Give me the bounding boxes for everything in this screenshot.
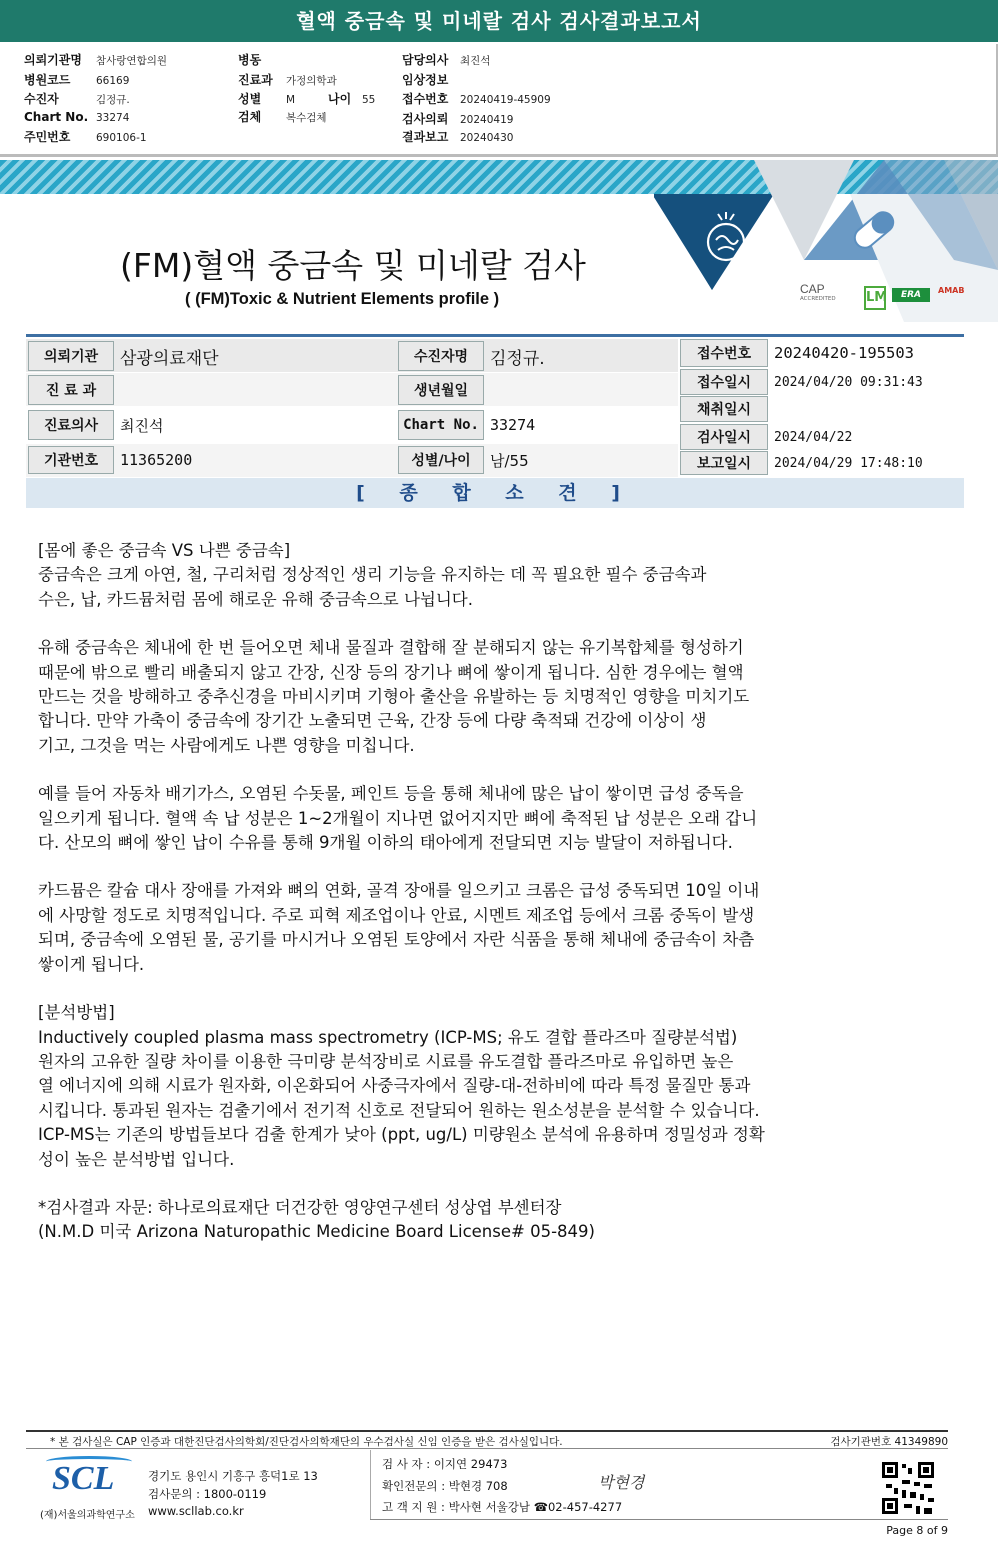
page-subtitle: ( (FM)Toxic & Nutrient Elements profile ) xyxy=(185,290,500,308)
lab-address: 경기도 용인시 기흥구 흥덕1로 13 xyxy=(148,1469,318,1483)
footer-separator xyxy=(370,1450,371,1520)
collect-label: 채취일시 xyxy=(680,396,768,422)
paragraph-heavy-metals-intro: [몸에 좋은 중금속 VS 나쁜 중금속] 중금속은 크게 아연, 철, 구리처럼 정상적인 생리 기능을 유지하는 데 꼭 필요한 필수 중금속과 수은, 납, 카드뮴처럼 몸에 해로운 유해 중금속으로 나뉩니다. xyxy=(38,541,707,609)
scl-logo-sub: (재)서울의과학연구소 xyxy=(40,1510,135,1521)
report-date-value: 2024/04/29 17:48:10 xyxy=(774,455,923,471)
summary-row: 검체 복수검체 xyxy=(238,110,327,124)
era-logo: ERA xyxy=(892,288,930,302)
info-table xyxy=(26,334,964,477)
sexage-label: 성별/나이 xyxy=(398,446,484,474)
signature: 박현경 xyxy=(598,1473,645,1492)
lab-website[interactable]: www.scllab.co.kr xyxy=(148,1504,244,1518)
summary-row: 성별 M 나이 55 xyxy=(238,92,376,106)
chart-label: Chart No. xyxy=(398,410,484,440)
opinion-header: [ 종 합 소 견 ] xyxy=(26,478,964,508)
footer-divider xyxy=(26,1448,948,1449)
paragraph-method: [분석방법] Inductively coupled plasma mass spectrometry (ICP-MS; 유도 결합 플라즈마 질량분석법) 원자의 고유한 질량 차이를 이용한 극미량 분석장비로 시료를 유도결합 플라즈마로 유입하면 높은 열 에너지에 의해 시료가 원자화, 이온화되어 사중극자에서 질량-대-전하비에 따라 특정 물질만 통과 시킵니다. 통과된 원자는 검출기에서 전기적 신호로 전달되어 원하는 원소성분을 분석할 수 있습니다. ICP-MS는 기존의 방법들보다 검출 한계가 낮아 (ppt, ug/L) 미량원소 분석에 유용하며 정밀성과 정확 성이 높은 분석방법 입니다. xyxy=(38,1003,765,1169)
examiner: 검 사 자 : 이지연 29473 xyxy=(382,1457,508,1471)
doctor-label: 진료의사 xyxy=(28,410,114,440)
receipt-no-label: 접수번호 xyxy=(680,339,768,367)
summary-row: 임상정보 xyxy=(402,73,449,87)
scl-logo-swoosh xyxy=(46,1456,132,1467)
requester-label: 의뢰기관 xyxy=(28,341,114,371)
report-date-label: 보고일시 xyxy=(680,451,768,475)
summary-row: 의뢰기관명 참사랑연합의원 xyxy=(24,53,168,67)
specialist: 확인전문의 : 박현경 708 xyxy=(382,1479,508,1493)
footer-rule xyxy=(26,1430,948,1432)
lm-logo: LM xyxy=(864,286,886,310)
dept-label: 진 료 과 xyxy=(28,375,114,405)
paragraph-cadmium-chromium: 카드뮴은 칼슘 대사 장애를 가져와 뼈의 연화, 골격 장애를 일으키고 크롬은 급성 중독되면 10일 이내 에 사망할 정도로 치명적입니다. 주로 피혁 제조업이나 안료, 시멘트 제조업 등에서 크롬 중독이 발생 되며, 중금속에 오염된 물, 공기를 마시거나 오염된 토양에서 자란 식품을 통해 체내에 중금속이 차츰 쌓이게 됩니다. xyxy=(38,881,760,974)
customer-support: 고 객 지 원 : 박사현 서울강남 ☎02-457-4277 xyxy=(382,1500,623,1514)
sexage-value: 남/55 xyxy=(490,451,529,470)
receipt-date-value: 2024/04/20 09:31:43 xyxy=(774,374,923,390)
dob-label: 생년월일 xyxy=(398,375,484,405)
test-date-label: 검사일시 xyxy=(680,424,768,450)
requester-value: 삼광의료재단 xyxy=(120,348,219,369)
doctor-value: 최진석 xyxy=(120,416,164,435)
lab-inquiry: 검사문의 : 1800-0119 xyxy=(148,1487,267,1501)
paragraph-lead: 예를 들어 자동차 배기가스, 오염된 수돗물, 페인트 등을 통해 체내에 많은 납이 쌓이면 급성 중독을 일으키게 됩니다. 혈액 속 납 성분은 1~2개월이 지나면 없어지지만 뼈에 축적된 납 성분은 오래 갑니 다. 산모의 뼈에 쌓인 납이 수유를 통해 9개월 이하의 태아에게 전달되면 지능 발달이 저하됩니다. xyxy=(38,784,758,853)
patient-summary xyxy=(0,44,998,157)
opinion-body xyxy=(38,539,898,1245)
org-no-label: 기관번호 xyxy=(28,446,114,474)
summary-row: 결과보고 20240430 xyxy=(402,130,514,144)
lab-org-number: 검사기관번호 41349890 xyxy=(830,1436,948,1448)
dept-value xyxy=(114,375,394,405)
summary-row: 접수번호 20240419-45909 xyxy=(402,92,551,106)
receipt-no-value: 20240420-195503 xyxy=(774,344,914,362)
summary-row: 병동 xyxy=(238,53,262,67)
amab-logo: AMAB xyxy=(938,286,965,295)
summary-row: 진료과 가정의학과 xyxy=(238,73,337,87)
certification-note: * 본 검사실은 CAP 인증과 대한진단검사의학회/진단검사의학재단의 우수검사실 신임 인증을 받은 검사실입니다. xyxy=(50,1436,563,1448)
patient-value: 김정규. xyxy=(490,348,545,369)
paragraph-advisory: *검사결과 자문: 하나로의료재단 더건강한 영양연구센터 성상엽 부센터장 (N.M.D 미국 Arizona Naturopathic Medicine Board License# 05-849) xyxy=(38,1197,595,1242)
test-date-value: 2024/04/22 xyxy=(774,429,853,445)
page-title: (FM)혈액 중금속 및 미네랄 검사 xyxy=(120,246,586,285)
org-no-value: 11365200 xyxy=(120,451,193,469)
report-title: 혈액 중금속 및 미네랄 검사 검사결과보고서 xyxy=(0,0,998,42)
scl-logo: SCL xyxy=(52,1460,115,1497)
footer-bottom-rule xyxy=(370,1519,948,1520)
receipt-date-label: 접수일시 xyxy=(680,369,768,395)
page-number: Page 8 of 9 xyxy=(886,1524,948,1537)
summary-row: 담당의사 최진석 xyxy=(402,53,491,67)
chart-value: 33274 xyxy=(490,416,536,434)
patient-label: 수진자명 xyxy=(398,341,484,371)
summary-row: 검사의뢰 20240419 xyxy=(402,112,514,126)
summary-row: 병원코드 66169 xyxy=(24,73,130,87)
summary-row: 수진자 김정규. xyxy=(24,92,130,106)
summary-row: 주민번호 690106-1 xyxy=(24,130,147,144)
collect-value xyxy=(768,396,964,422)
qr-code-icon xyxy=(880,1460,936,1516)
dob-value xyxy=(484,375,674,405)
paragraph-harmful-metals: 유해 중금속은 체내에 한 번 들어오면 체내 물질과 결합해 잘 분해되지 않는 유기복합체를 형성하기 때문에 밖으로 빨리 배출되지 않고 간장, 신장 등의 장기나 뼈에 쌓이게 됩니다. 심한 경우에는 혈액 만드는 것을 방해하고 중추신경을 마비시키며 기형아 출산을 유발하는 등 치명적인 영향을 미치기도 합니다. 만약 가축이 중금속에 장기간 노출되면 근육, 간장 등에 다량 축적돼 건강에 이상이 생 기고, 그것을 먹는 사람에게도 나쁜 영향을 미칩니다. xyxy=(38,638,750,755)
summary-row: Chart No. 33274 xyxy=(24,110,130,124)
cap-logo: CAP ACCREDITED xyxy=(800,282,836,302)
